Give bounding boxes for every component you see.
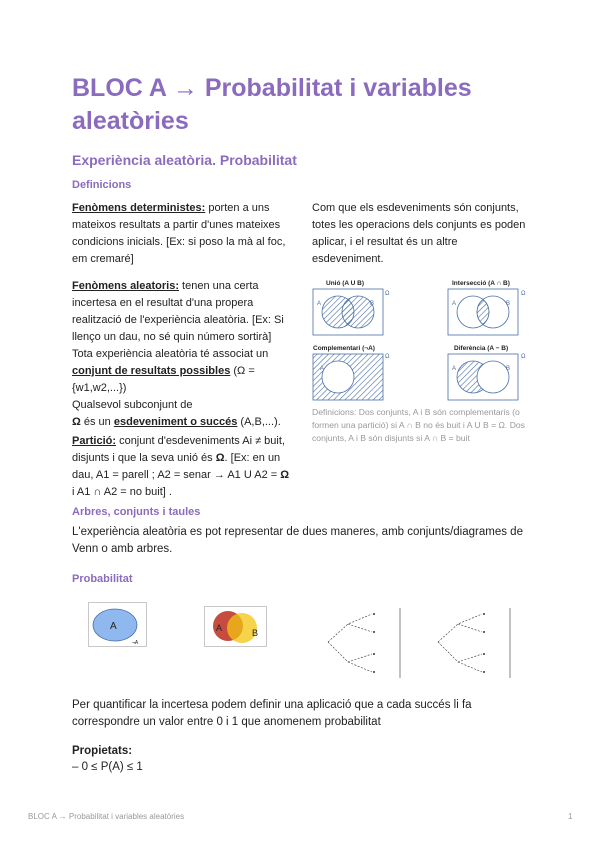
term-esdeveniment: esdeveniment o succés [113,416,238,428]
paragraph-deterministes [72,200,294,268]
subheading-definicions: Definicions [72,179,132,191]
set-b-label: B [506,301,511,307]
set-a-label: A [320,366,325,372]
paragraph-aleatoris [72,278,294,431]
omega-label: Ω [385,291,390,297]
footer-page-number: 1 [568,812,573,821]
set-a-label: A [216,623,223,633]
page-title: BLOC A → Probabilitat i variables aleatòries [72,74,472,135]
subheading-arbres: Arbres, conjunts i taules [72,506,201,518]
omega-label: Ω [521,291,526,297]
set-a-label: A [317,301,322,307]
set-b-label: B [370,301,375,307]
omega-symbol: Ω [215,452,225,464]
paragraph-arbres: L'experiència aleatòria es pot representar de dues maneres, amb conjunts/diagrames de Venn o amb arbres. [72,526,523,555]
complement-label: ¬A [132,640,139,646]
text-particio-3: i A1 ∩ A2 = no buit] . [72,486,172,498]
probability-trees [318,604,538,684]
set-b-label: B [506,366,511,372]
paragraph-particio [72,433,294,501]
text-particio-1: conjunt d'esdeveniments Ai ≠ buit, disjunts i que la seva unió és [72,435,285,464]
set-a-label: A [452,301,457,307]
text-aleatoris: tenen una certa incertesa en el resultat d'una propera realització de l'experiència aleatòria. [Ex: Si llenço un dau, no sé quin número sortirà] [72,280,284,343]
omega-label: Ω [521,354,526,360]
venn-difference-label: Diferència (A − B) [454,345,509,352]
paragraph-quantificar: Per quantificar la incertesa podem definir una aplicació que a cada succés li fa correspondre un valor entre 0 i 1 que anomenem probabilitat [72,699,472,728]
term-particio: Partició: [72,435,117,447]
text-ab: (A,B,...). [237,416,281,428]
prob-venn-single [88,602,148,648]
omega-label: Ω [385,354,390,360]
paragraph-operacions: Com que els esdeveniments són conjunts, totes les operacions dels conjunts es poden aplicar, i el resultat és un altre esdeveniment. [312,202,526,265]
prob-venn-double [204,606,268,648]
term-aleatoris: Fenòmens aleatoris: [72,280,179,292]
set-a-label: A [452,366,457,372]
text-deterministes: porten a uns mateixos resultats a partir d'unes mateixes condicions inicials. [Ex: si poso la mà al foc, em cremaré] [72,202,286,265]
propietats-heading: Propietats: [72,745,133,757]
term-deterministes: Fenòmens deterministes: [72,202,206,214]
venn-union [313,280,390,335]
propietat-1: – 0 ≤ P(A) ≤ 1 [72,761,143,773]
section-heading-experiencia: Experiència aleatòria. Probabilitat [72,152,297,168]
subheading-probabilitat: Probabilitat [72,573,133,585]
venn-complement-label: Complementari (¬A) [313,345,375,352]
venn-caption: Definicions: Dos conjunts, A i B són complementaris (o formen una partició) si A ∩ B no és buit i A U B = Ω. Dos conjunts, A i B són disjunts si A ∩ B = buit [312,407,525,443]
venn-intersection-label: Intersecció (A ∩ B) [452,280,510,287]
omega-symbol: Ω [72,416,81,428]
text-es-un: és un [80,416,114,428]
venn-intersection [448,280,526,335]
venn-complement [313,345,390,400]
venn-operations-figure [310,276,530,406]
text-particio-2: . [Ex: en un dau, A1 = parell ; A2 = senar → A1 U A2 = [72,452,281,481]
venn-difference [448,345,526,400]
text-assoc: Tota experiència aleatòria té associat un [72,348,269,360]
venn-union-label: Unió (A U B) [326,280,365,287]
footer-title: BLOC A → Probabilitat i variables aleatòries [28,812,185,821]
text-omega-set: (Ω = {w1,w2,...}) [72,365,255,394]
text-subconjunt: Qualsevol subconjunt de [72,399,193,411]
set-a-label: A [110,621,117,632]
set-b-label: B [252,628,259,638]
term-conjunt-resultats: conjunt de resultats possibles [72,365,231,377]
omega-symbol: Ω [280,469,290,481]
